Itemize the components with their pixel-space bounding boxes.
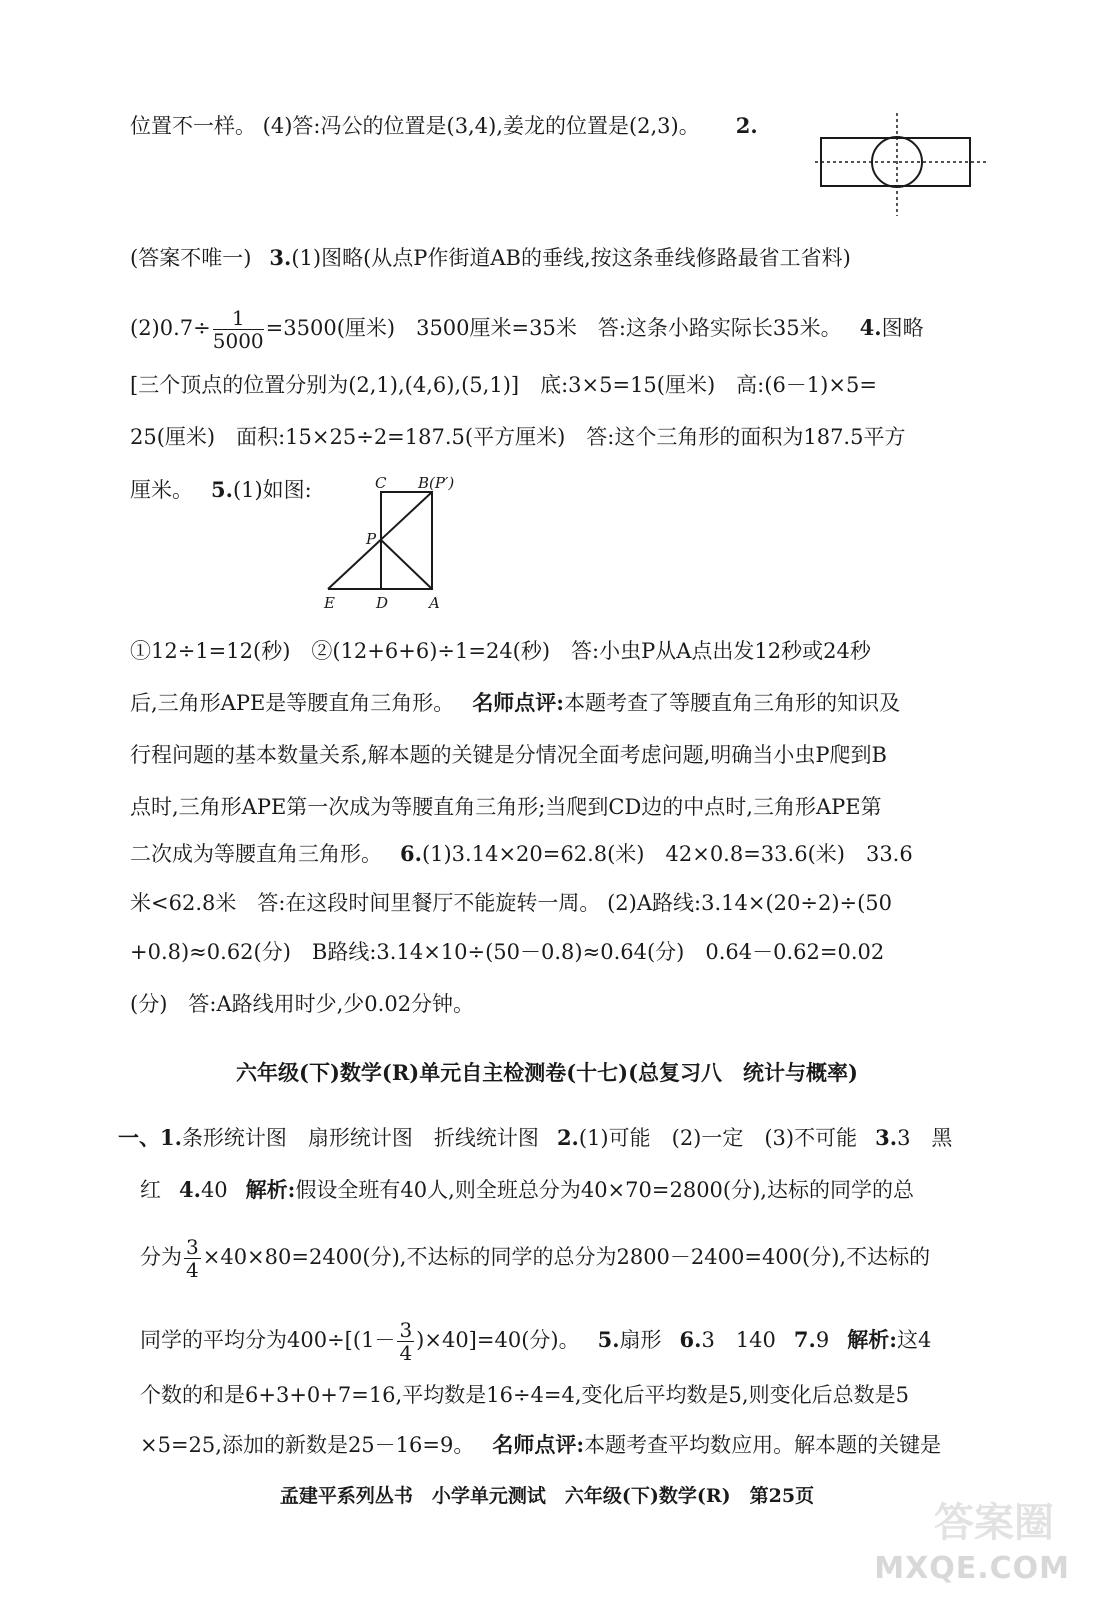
label-c: C [375,474,387,492]
label-b: B(P′) [418,474,455,492]
answer-line-9: 行程问题的基本数量关系,解本题的关键是分情况全面考虑问题,明确当小虫P爬到B [130,743,887,767]
answer-line-15: 一、1.条形统计图 扇形统计图 折线统计图 2.(1)可能 (2)一定 (3)不可能 3.3 黑 [118,1125,953,1150]
answer-line-7: ①12÷1=12(秒) ②(12+6+6)÷1=24(秒) 答:小虫P从A点出发12秒或24秒 [130,639,871,663]
answer-line-12: 米<62.8米 答:在这段时间里餐厅不能旋转一周。 (2)A路线:3.14×(20÷2)÷(50 [130,891,893,915]
answer-line-4: [三个顶点的位置分别为(2,1),(4,6),(5,1)] 底:3×5=15(厘米) 高:(6－1)×5= [130,373,877,397]
answer-line-8: 后,三角形APE是等腰直角三角形。 名师点评:本题考查了等腰直角三角形的知识及 [130,690,901,715]
answer-line-13: +0.8)≈0.62(分) B路线:3.14×10÷(50－0.8)≈0.64(分) 0.64－0.62=0.02 [130,940,885,964]
label-a: A [429,594,440,612]
fraction-3-4: $\frac{3}{4}$ [186,1235,199,1282]
fraction-1-5000: $\frac{1}{5000}$ [212,306,264,353]
label-p: P [366,530,377,548]
answer-line-18: 同学的平均分为400÷[(1－ $\frac{3}{4}$ )×40]=40(分)。 5.扇形 6.3 140 7.9 解析:这4 [140,1318,932,1365]
answer-line-17: 分为 $\frac{3}{4}$ ×40×80=2400(分),不达标的同学的总分为2800－2400=400(分),不达标的 [140,1235,931,1282]
answer-line-10: 点时,三角形APE第一次成为等腰直角三角形;当爬到CD边的中点时,三角形APE第 [130,795,882,819]
watermark-logo: 答案圈 [934,1500,1054,1546]
answer-line-16: 红 4.40 解析:假设全班有40人,则全班总分为40×70=2800(分),达标的同学的总 [140,1177,914,1202]
answer-line-19: 个数的和是6+3+0+7=16,平均数是16÷4=4,变化后平均数是5,则变化后总数是5 [140,1383,909,1407]
label-e: E [324,594,335,612]
page-footer: 孟建平系列丛书 小学单元测试 六年级(下)数学(R) 第25页 [279,1485,815,1507]
figure-triangle-ape [318,470,478,615]
label-d: D [376,594,389,612]
answer-line-3: (2)0.7÷ $\frac{1}{5000}$ =3500(厘米) 3500厘米=35米 答:这条小路实际长35米。 4.图略 [130,306,924,353]
answer-line-6: 厘米。 5.(1)如图: [130,477,312,502]
answer-line-2: (答案不唯一) 3.(1)图略(从点P作街道AB的垂线,按这条垂线修路最省工省料) [130,245,851,270]
fraction-3-4-b: $\frac{3}{4}$ [399,1318,413,1365]
answer-line-5: 25(厘米) 面积:15×25÷2=187.5(平方厘米) 答:这个三角形的面积为187.5平方 [130,425,906,449]
answer-line-11: 二次成为等腰直角三角形。 6.(1)3.14×20=62.8(米) 42×0.8=33.6(米) 33.6 [130,841,913,866]
section-title: 六年级(下)数学(R)单元自主检测卷(十七)(总复习八 统计与概率) [236,1060,858,1085]
answer-line-14: (分) 答:A路线用时少,少0.02分钟。 [130,992,475,1016]
watermark: MXQE.COM [874,1551,1070,1586]
figure-rectangle-circle [815,113,990,218]
answer-line-20: ×5=25,添加的新数是25－16=9。 名师点评:本题考查平均数应用。解本题的关键是 [140,1432,942,1457]
answer-line-1: 位置不一样。 (4)答:冯公的位置是(3,4),姜龙的位置是(2,3)。 2. [130,113,758,138]
